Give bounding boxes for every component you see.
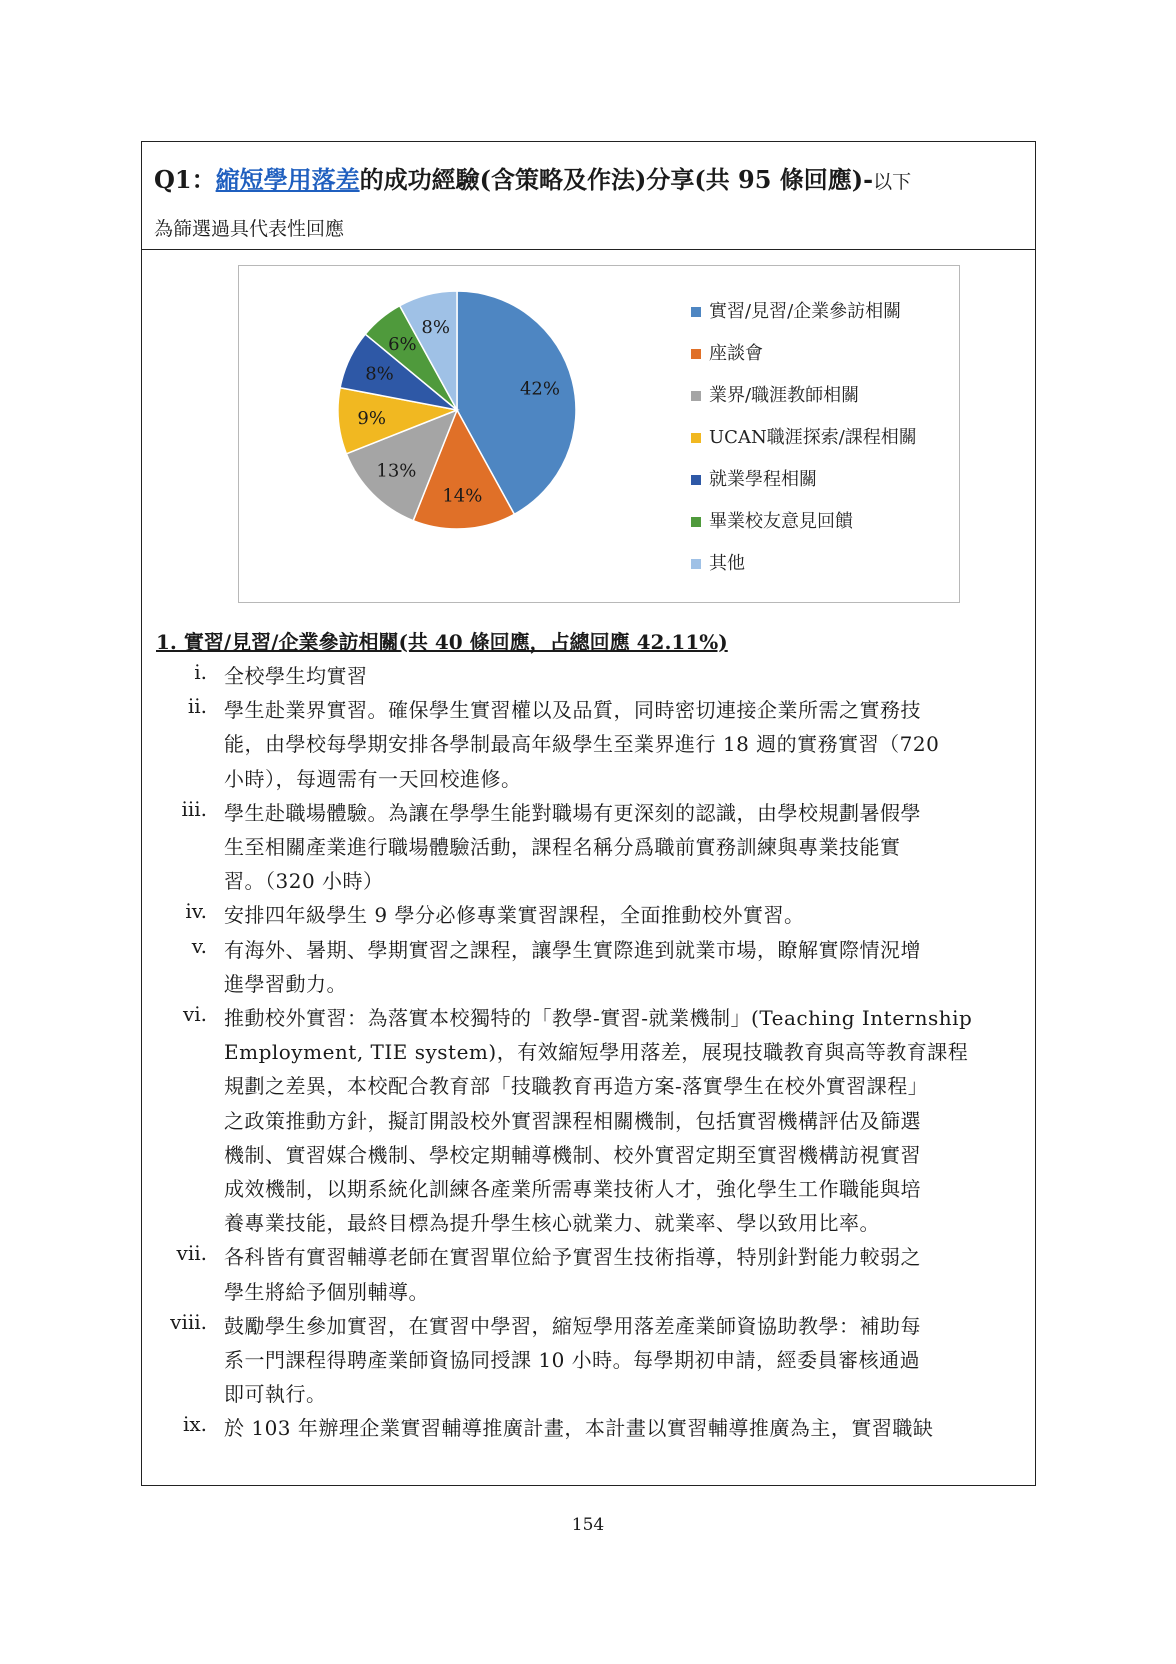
question-subtitle: 為篩選過具代表性回應: [154, 218, 345, 240]
list-item-text: 生至相關產業進行職場體驗活動，課程名稱分爲職前實務訓練與專業技能實: [224, 834, 901, 859]
question-text: 的成功經驗(含策略及作法)分享(共 95 條回應)-: [359, 165, 874, 194]
legend-swatch: [691, 391, 701, 401]
page-number: 154: [571, 1515, 605, 1535]
list-item-text: 機制、實習媒合機制、學校定期輔導機制、校外實習定期至實習機構訪視實習: [224, 1142, 921, 1167]
legend-swatch: [691, 433, 701, 443]
list-item-text: 系一門課程得聘產業師資協同授課 10 小時。每學期初申請，經委員審核通過: [224, 1347, 921, 1372]
list-item-text: 全校學生均實習: [224, 664, 368, 688]
list-item-text: 學生赴業界實習。確保學生實習權以及品質，同時密切連接企業所需之實務技: [224, 698, 921, 723]
list-item-text: 推動校外實習：為落實本校獨特的「教學-實習-就業機制」(Teaching Internship: [224, 1006, 973, 1030]
question-tail: 以下: [873, 171, 912, 193]
section-title: 1. 實習/見習/企業參訪相關(共 40 條回應，占總回應 42.11%): [156, 630, 728, 654]
legend-label: 其他: [709, 553, 745, 574]
legend-label: 座談會: [709, 343, 763, 364]
list-item-text: 有海外、暑期、學期實習之課程，讓學生實際進到就業市場，瞭解實際情況增: [224, 937, 921, 962]
slice-label: 9%: [357, 408, 386, 430]
legend-swatch: [691, 349, 701, 359]
list-item-text: 養專業技能，最終目標為提升學生核心就業力、就業率、學以致用比率。: [224, 1211, 880, 1236]
list-item-text: 進學習動力。: [224, 971, 347, 996]
legend-label: UCAN職涯探索/課程相關: [709, 427, 917, 448]
list-item-text: 即可執行。: [224, 1382, 327, 1407]
list-item-text: 小時），每週需有一天回校進修。: [224, 766, 522, 791]
legend-swatch: [691, 559, 701, 569]
slice-label: 8%: [421, 317, 450, 339]
legend-swatch: [691, 475, 701, 485]
question-title: [154, 160, 911, 195]
list-item-text: 學生將給予個別輔導。: [224, 1279, 429, 1304]
list-item-text: 於 103 年辦理企業實習輔導推廣計畫，本計畫以實習輔導推廣為主，實習職缺: [224, 1416, 934, 1441]
list-item-number: i.: [194, 660, 207, 684]
legend-label: 就業學程相關: [709, 469, 817, 490]
legend-label: 畢業校友意見回饋: [709, 511, 853, 532]
list-item-text: 成效機制，以期系統化訓練各產業所需專業技術人才，強化學生工作職能與培: [224, 1177, 921, 1201]
slice-label: 13%: [376, 460, 417, 482]
question-label: Q1：: [154, 165, 216, 194]
question-header: [142, 142, 1035, 250]
list-item-number: vii.: [176, 1241, 207, 1266]
list-item-number: ii.: [187, 694, 207, 719]
list-item-text: 學生赴職場體驗。為讓在學學生能對職場有更深刻的認識，由學校規劃暑假學: [224, 800, 921, 825]
list-item-number: v.: [191, 933, 207, 958]
list-item-text: 各科皆有實習輔導老師在實習單位給予實習生技術指導，特別針對能力較弱之: [224, 1245, 921, 1270]
legend-label: 實習/見習/企業參訪相關: [709, 301, 902, 322]
list-item-text: 能，由學校每學期安排各學制最高年級學生至業界進行 18 週的實務實習（720: [224, 732, 940, 757]
list-item-text: 規劃之差異，本校配合教育部「技職教育再造方案-落實學生在校外實習課程」: [224, 1074, 929, 1099]
legend-swatch: [691, 517, 701, 527]
slice-label: 42%: [519, 378, 560, 400]
list-item-number: iv.: [185, 899, 207, 924]
list-item-text: 之政策推動方針，擬訂開設校外實習課程相關機制，包括實習機構評估及篩選: [224, 1108, 921, 1133]
list-item-number: viii.: [170, 1309, 207, 1334]
slice-label: 6%: [388, 333, 417, 355]
slice-label: 8%: [365, 363, 394, 385]
list-item-text: 鼓勵學生參加實習，在實習中學習，縮短學用落差產業師資協助教學：補助每: [224, 1313, 921, 1338]
list-item-text: 安排四年級學生 9 學分必修專業實習課程，全面推動校外實習。: [224, 903, 805, 928]
list-item-number: vi.: [182, 1002, 207, 1026]
pie-chart: [238, 265, 960, 603]
question-link[interactable]: 縮短學用落差: [215, 165, 360, 194]
content-box: [141, 141, 1036, 1486]
list-item-number: ix.: [182, 1412, 207, 1437]
legend-label: 業界/職涯教師相關: [709, 385, 860, 406]
list-item-number: iii.: [181, 796, 207, 821]
slice-label: 14%: [442, 485, 483, 507]
legend-swatch: [691, 307, 701, 317]
list-item-text: Employment, TIE system)，有效縮短學用落差，展現技職教育與高等教育課程: [224, 1040, 969, 1065]
list-item-text: 習。（320 小時）: [224, 869, 384, 894]
